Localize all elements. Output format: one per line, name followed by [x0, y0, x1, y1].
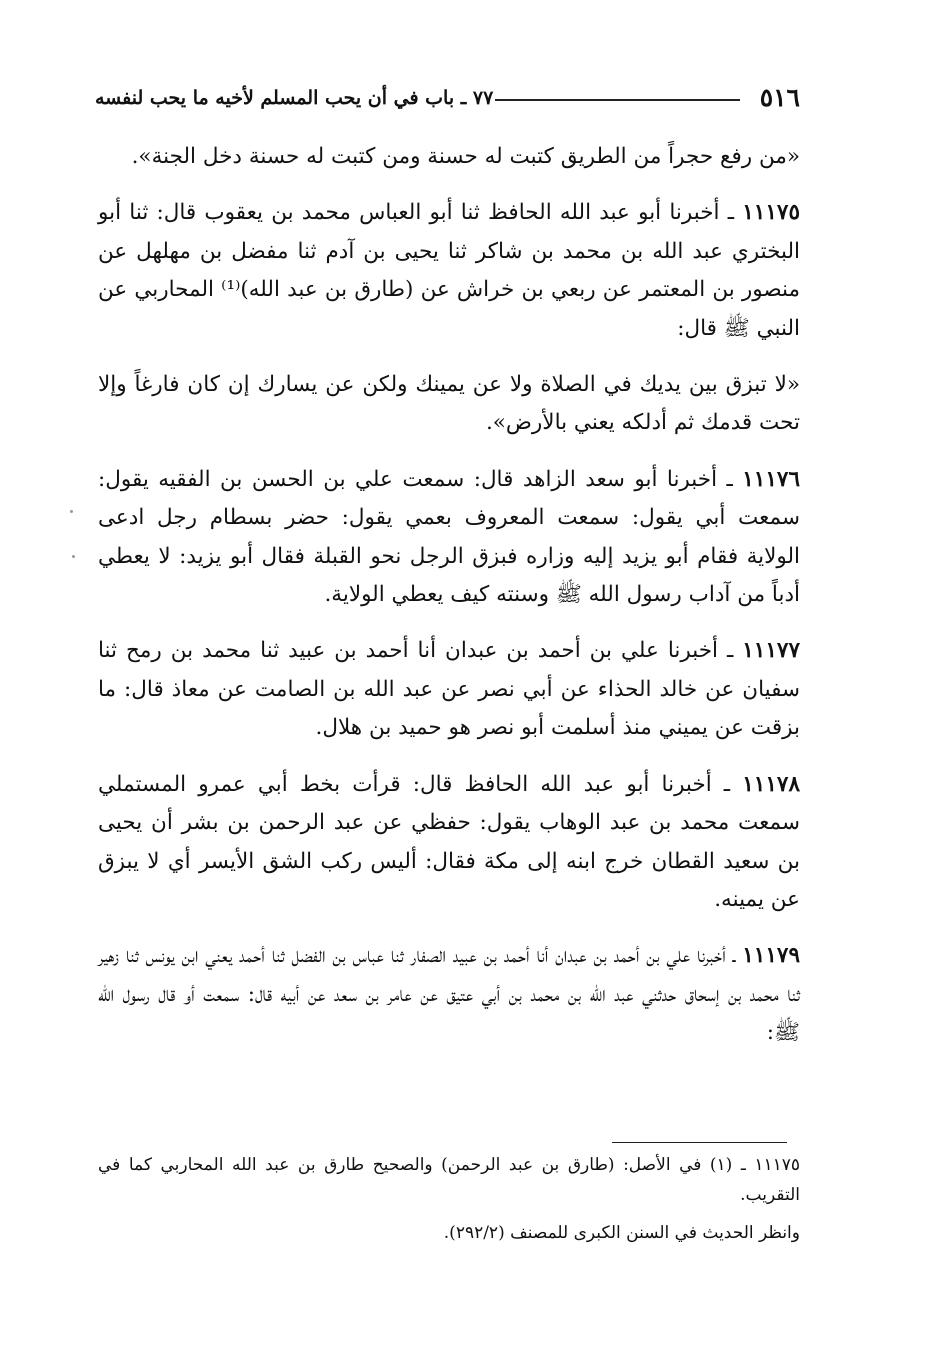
hadith-text-content: «من رفع حجراً من الطريق كتبت له حسنة ومن كتبت له حسنة دخل الجنة».: [131, 144, 800, 169]
narration-paragraph: [98, 461, 800, 615]
narration-text: ـ أخبرنا أبو عبد الله الحافظ ثنا أبو العباس محمد بن يعقوب قال: ثنا أبو البختري عبد الله بن محمد بن شاكر ثنا يحيى بن آدم ثنا مفضل بن مهلهل عن منصور بن المعتمر عن ربعي بن خراش عن (طارق بن عبد الله)⁽¹⁾ المحاربي عن النبي ﷺ قال:: [98, 200, 800, 341]
narration-text: ـ أخبرنا علي بن أحمد بن عبدان أنا أحمد بن عبيد الصفار ثنا عباس بن الفضل ثنا أحمد يعني ابن يونس ثنا زهير ثنا محمد بن إسحاق حدثني عبد الله بن محمد بن أبي عتيق عن عامر بن سعد عن أبيه قال: سمعت أو قال رسول الله ﷺ:: [98, 943, 800, 1046]
scan-speck: [72, 555, 75, 558]
footnote-1: ١١١٧٥ ـ (١) في الأصل: (طارق بن عبد الرحمن) والصحيح طارق بن عبد الله المحاربي كما في التقريب.: [98, 1155, 800, 1205]
narration-number: ١١١٧٨: [742, 771, 800, 797]
narration-text: ـ أخبرنا علي بن أحمد بن عبدان أنا أحمد بن عبيد ثنا محمد بن رمح ثنا سفيان عن خالد الحذاء عن أبي نصر عن عبد الله بن الصامت عن معاذ قال: ما بزقت عن يميني منذ أسلمت أبو نصر هو حميد بن هلال.: [98, 638, 800, 741]
chapter-title: ٧٧ ـ باب في أن يحب المسلم لأخيه ما يحب لنفسه: [95, 87, 494, 109]
page-header: [95, 80, 800, 116]
hadith-text-content: «لا تبزق بين يديك في الصلاة ولا عن يمينك ولكن عن يسارك إن كان فارغاً وإلا تحت قدمك ثم أدلكه يعني بالأرض».: [98, 372, 800, 436]
narration-paragraph: [98, 766, 800, 920]
main-text: [98, 138, 800, 1071]
page-number: ٥١٦: [759, 83, 800, 112]
hadith-text: [98, 138, 800, 176]
narration-text: ـ أخبرنا أبو عبد الله الحافظ قال: قرأت بخط أبي عمرو المستملي سمعت محمد بن عبد الوهاب يقول: حفظي عن عبد الرحمن بن بشر أن يحيى بن سعيد القطان خرج ابنه إلى مكة فقال: أليس ركب الشق الأيسر أي لا يبزق عن يمينه.: [98, 771, 800, 912]
hadith-text: [98, 366, 800, 443]
footnote-reference: وانظر الحديث في السنن الكبرى للمصنف (٢٩٢/٢).: [443, 1223, 800, 1243]
narration-number: ١١١٧٥: [742, 200, 800, 226]
narration-paragraph: [98, 194, 800, 348]
narration-number: ١١١٧٦: [742, 466, 800, 492]
header-rule: [495, 99, 740, 101]
narration-text: ـ أخبرنا أبو سعد الزاهد قال: سمعت علي بن الحسن بن الفقيه يقول: سمعت أبي يقول: سمعت المعروف بعمي يقول: حضر بسطام رجل ادعى الولاية فقام أبو يزيد إليه وزاره فبزق الرجل نحو القبلة فقال أبو يزيد: لا يعطي أدباً من آداب رسول الله ﷺ وسنته كيف يعطي الولاية.: [98, 466, 800, 608]
narration-paragraph: [98, 632, 800, 747]
footnotes: [98, 1150, 800, 1248]
narration-paragraph: [98, 937, 800, 1052]
footnote-separator: [612, 1142, 787, 1143]
narration-number: ١١١٧٧: [742, 638, 800, 664]
narration-number: ١١١٧٩: [742, 943, 800, 969]
scan-speck: [70, 510, 73, 513]
